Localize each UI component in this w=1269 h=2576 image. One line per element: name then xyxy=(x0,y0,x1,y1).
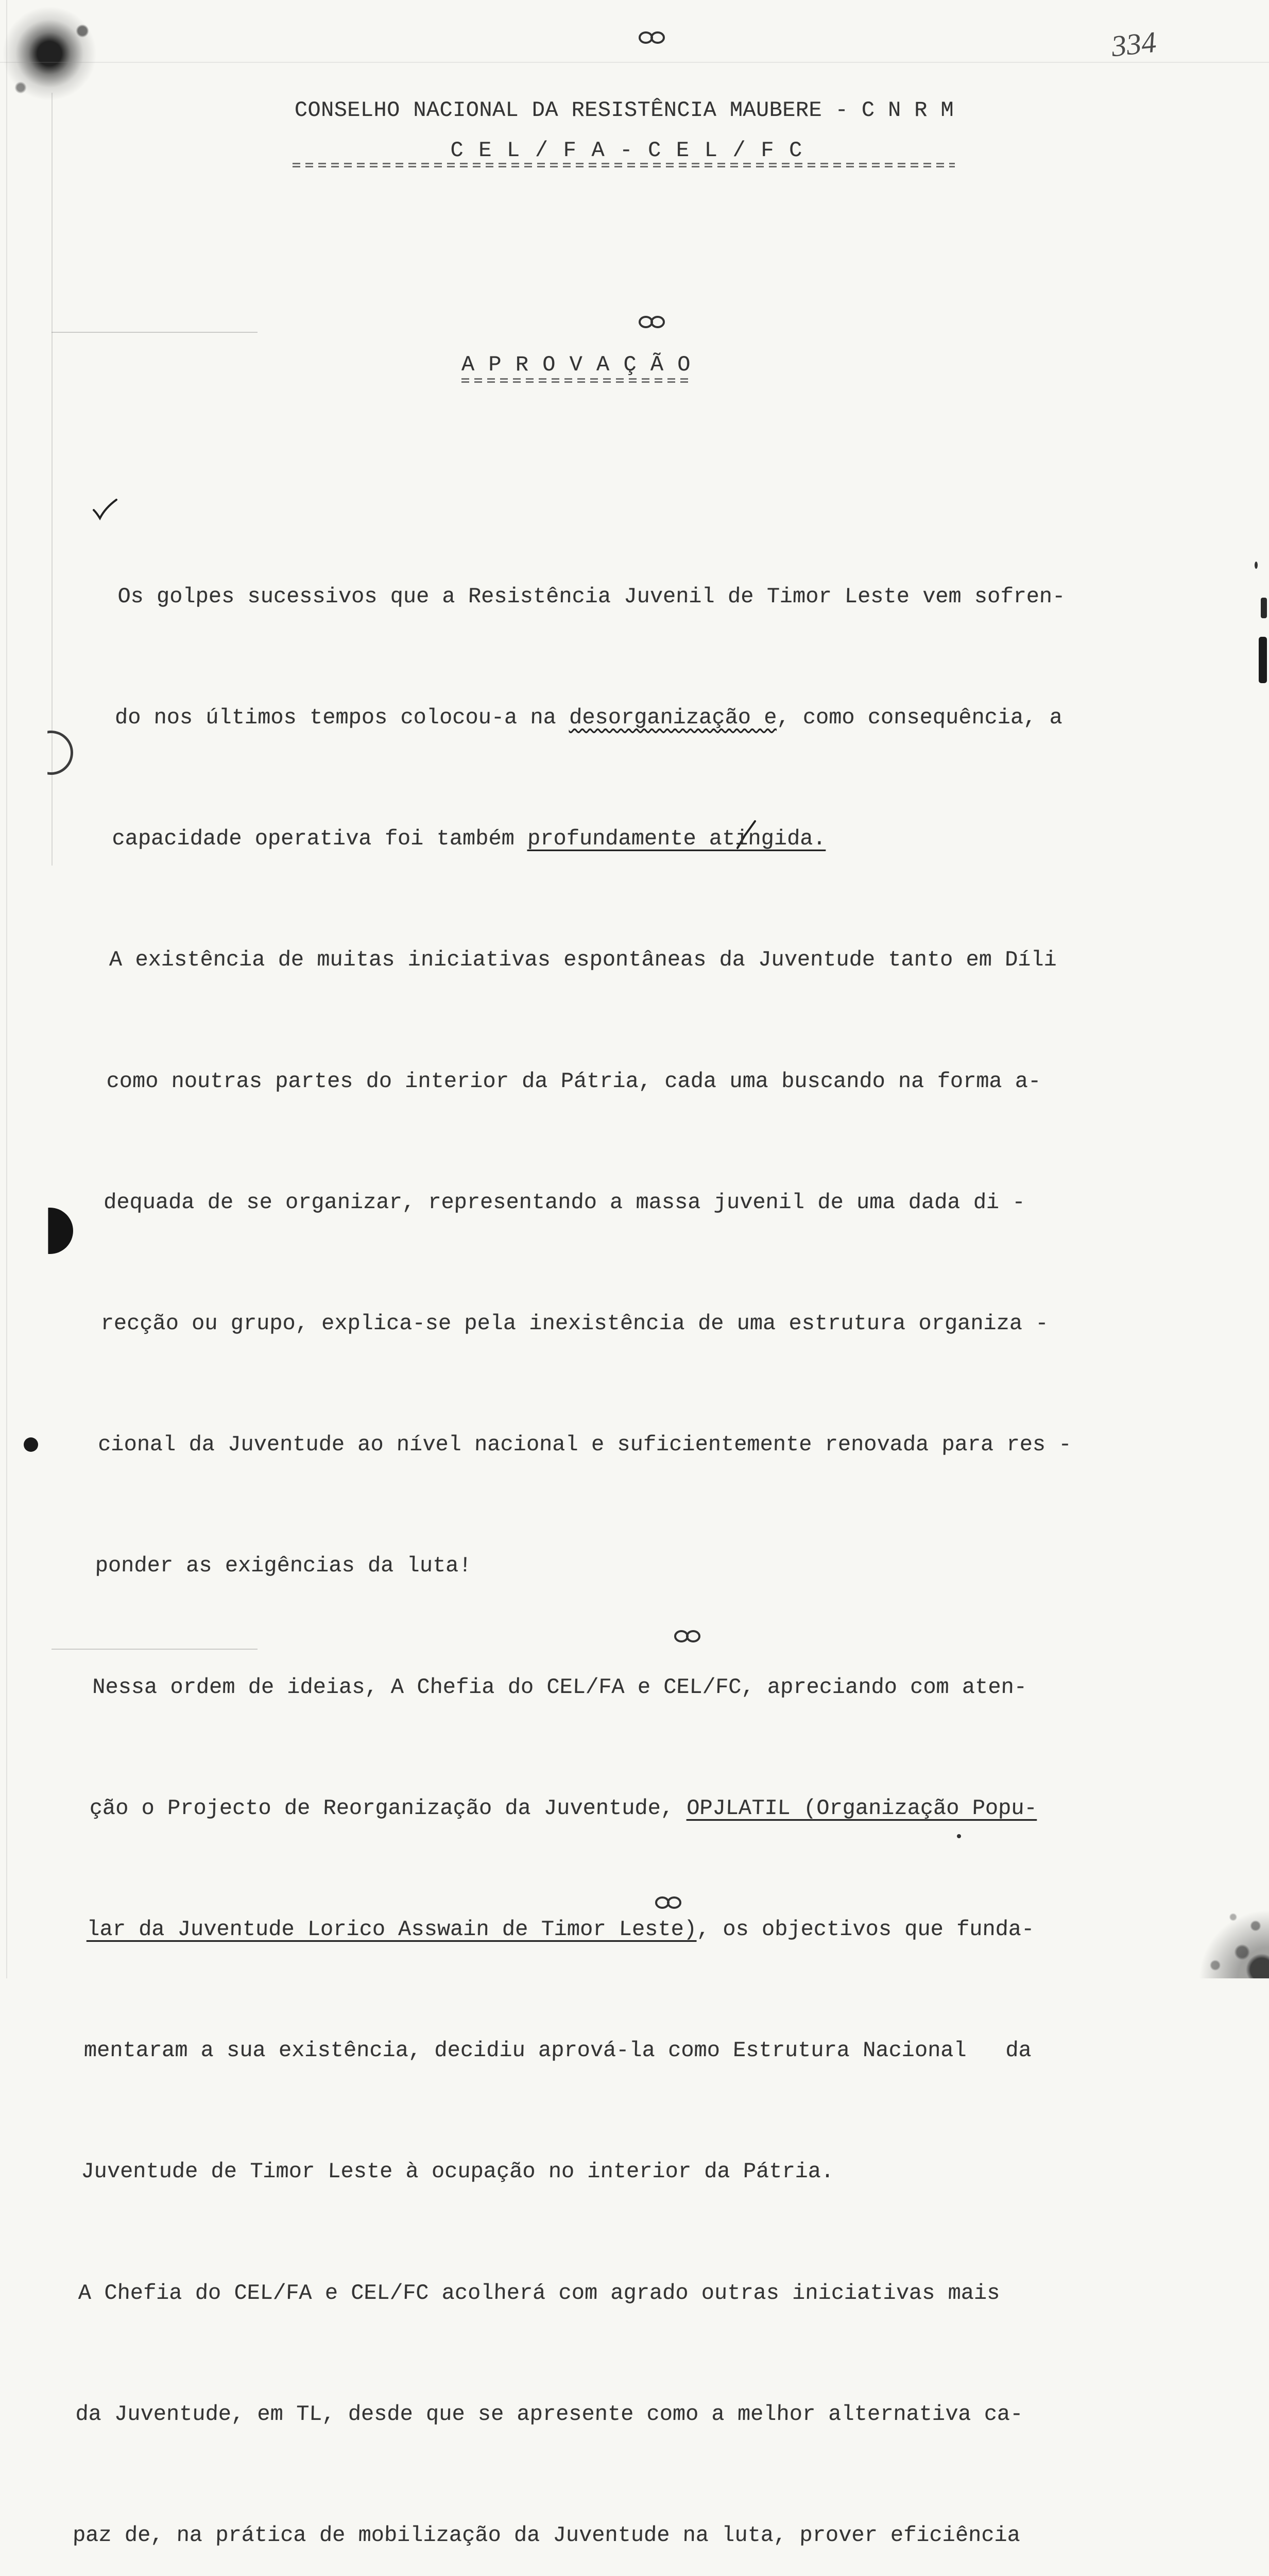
body-line xyxy=(103,1182,1077,1223)
text-run: como noutras partes do interior da Pátria, cada uma buscando na forma a- xyxy=(106,1069,1041,1094)
units-header: C E L / F A - C E L / F C xyxy=(450,138,803,163)
text-run: A existência de muitas iniciativas espontâneas da Juventude tanto em Díli xyxy=(109,947,1057,973)
scan-artifact xyxy=(1261,598,1267,618)
body-line xyxy=(100,1303,1075,1344)
document-body xyxy=(50,496,1093,2576)
text-run: do nos últimos tempos colocou-a na xyxy=(114,705,570,731)
text-run: dequada de se organizar, representando a massa juvenil de uma dada di - xyxy=(103,1190,1026,1215)
text-run: Os golpes sucessivos que a Resistência Juvenil de Timor Leste vem sofren- xyxy=(117,584,1066,609)
body-line xyxy=(83,2030,1058,2071)
body-line xyxy=(75,2394,1050,2434)
body-line xyxy=(109,940,1083,980)
scan-artifact xyxy=(1179,1891,1269,1978)
body-line xyxy=(112,819,1086,859)
underlined-text: OPJLATIL (Organização Popu- xyxy=(686,1795,1038,1821)
scan-artifact xyxy=(1255,562,1258,569)
punch-hole xyxy=(29,731,73,775)
checkmark-icon xyxy=(92,498,118,521)
text-run: paz de, na prática de mobilização da Juventude na luta, prover eficiência xyxy=(72,2523,1021,2548)
ornament-icon xyxy=(672,1628,703,1645)
body-line xyxy=(72,2515,1047,2555)
body-line xyxy=(86,1909,1060,1950)
body-line xyxy=(114,698,1089,738)
scan-artifact xyxy=(0,0,103,103)
scan-artifact xyxy=(52,93,53,866)
page-number: 334 xyxy=(1109,25,1158,63)
body-line xyxy=(81,2151,1055,2192)
scan-artifact xyxy=(1259,637,1267,683)
body-line xyxy=(117,577,1092,617)
body-line xyxy=(89,1788,1064,1828)
text-run: , os objectivos que funda- xyxy=(696,1917,1035,1942)
ornament-icon xyxy=(653,1894,684,1911)
title-underline xyxy=(461,378,690,383)
document-title: A P R O V A Ç Ã O xyxy=(461,352,691,377)
text-run: capacidade operativa foi também xyxy=(111,826,528,852)
text-run: Nessa ordem de ideias, A Chefia do CEL/FA e CEL/FC, apreciando com aten- xyxy=(92,1674,1027,1700)
ornament-icon xyxy=(637,313,667,331)
scan-artifact xyxy=(52,332,258,333)
text-run: ponder as exigências da luta! xyxy=(95,1553,472,1579)
body-line xyxy=(78,2273,1052,2313)
body-line xyxy=(92,1667,1066,1707)
body-line xyxy=(106,1061,1081,1101)
header-separator xyxy=(293,163,955,167)
text-run: cional da Juventude ao nível nacional e suficientemente renovada para res - xyxy=(97,1432,1072,1458)
underlined-text: profundamente atingida. xyxy=(527,826,827,852)
text-run: da Juventude, em TL, desde que se apresente como a melhor alternativa ca- xyxy=(75,2401,1024,2427)
underlined-text: lar da Juventude Lorico Asswain de Timor Leste) xyxy=(86,1917,697,1942)
text-run: recção ou grupo, explica-se pela inexistência de uma estrutura organiza - xyxy=(100,1311,1049,1336)
ornament-icon xyxy=(637,29,667,46)
punch-hole xyxy=(24,1437,38,1452)
punch-hole xyxy=(27,1208,73,1254)
text-run: Juventude de Timor Leste à ocupação no interior da Pátria. xyxy=(80,2159,834,2184)
organization-header: CONSELHO NACIONAL DA RESISTÊNCIA MAUBERE - C N R M xyxy=(294,98,954,123)
scan-artifact xyxy=(6,0,7,1978)
scan-artifact xyxy=(0,62,1269,63)
text-run: A Chefia do CEL/FA e CEL/FC acolherá com agrado outras iniciativas mais xyxy=(78,2280,1001,2306)
body-line xyxy=(95,1546,1069,1586)
text-run: ção o Projecto de Reorganização da Juventude, xyxy=(89,1795,687,1821)
text-run: mentaram a sua existência, decidiu aprová-la como Estrutura Nacional da xyxy=(83,2038,1032,2063)
underlined-text: desorganização e xyxy=(569,705,777,731)
text-run: , como consequência, a xyxy=(776,705,1063,731)
body-line xyxy=(97,1425,1072,1465)
